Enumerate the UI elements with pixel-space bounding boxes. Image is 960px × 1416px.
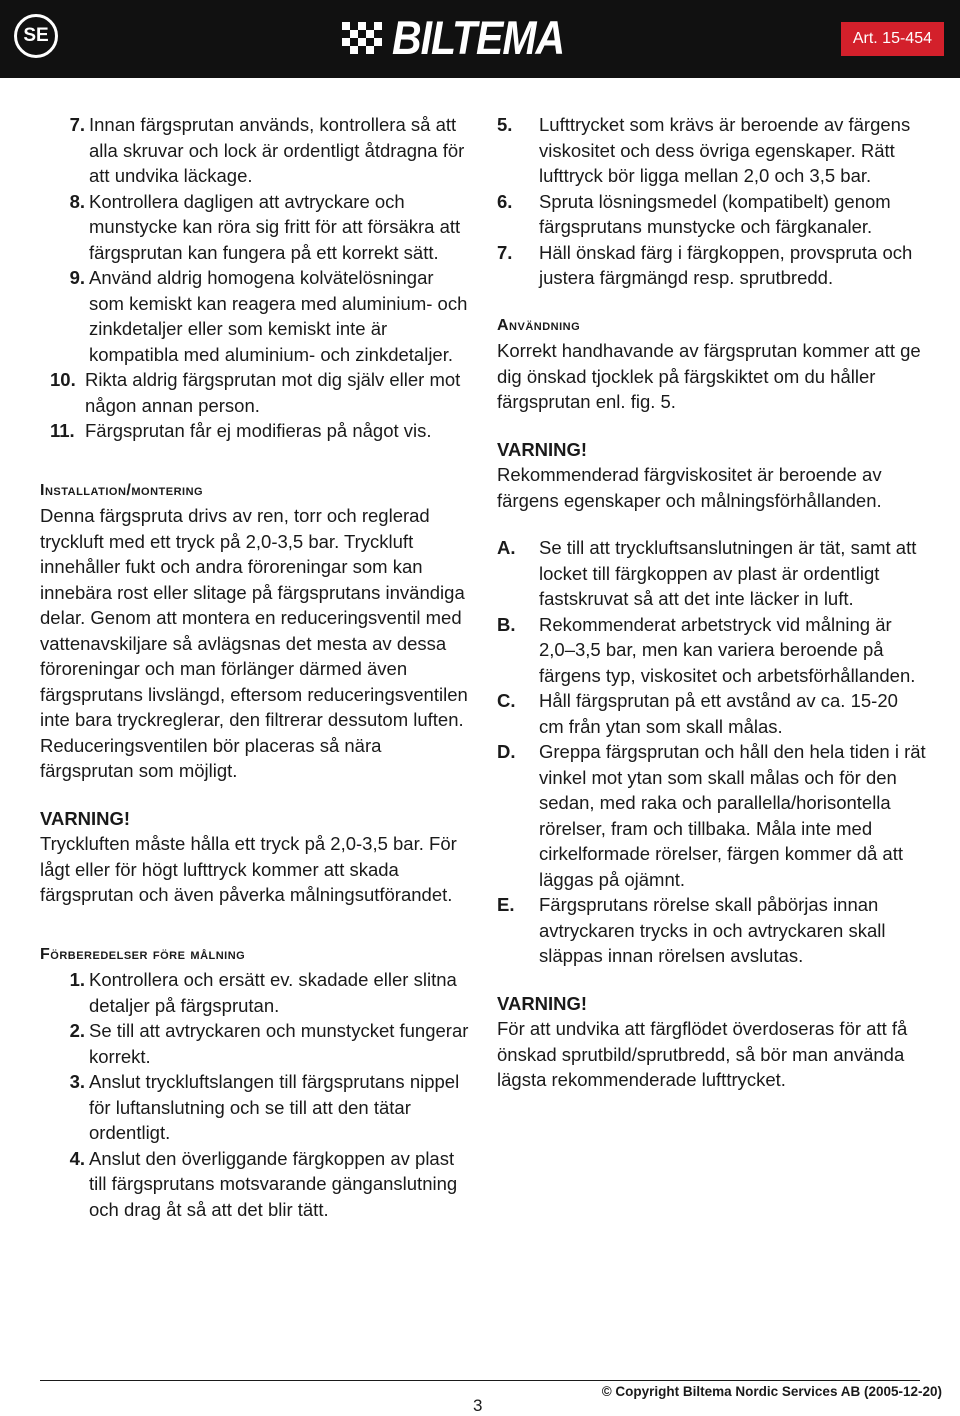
left-column xyxy=(40,112,470,1222)
list-item xyxy=(40,112,470,189)
item-number: 1. xyxy=(69,969,85,990)
item-letter: E. xyxy=(497,894,515,915)
list-item xyxy=(497,612,927,689)
header-bar xyxy=(0,0,960,78)
section-heading-preparation: Förberedelser före målning xyxy=(40,945,246,963)
list-item xyxy=(40,367,470,418)
section-heading-usage: Användning xyxy=(497,316,581,334)
section-heading-installation: Installation/montering xyxy=(40,481,204,499)
usage-text: Korrekt handhavande av färgsprutan kommer att ge dig önskad tjocklek på färgskiktet om du håller färgsprutan enl. fig. 5. xyxy=(497,340,921,412)
item-number: 9. xyxy=(69,267,85,288)
copyright-notice: © Copyright Biltema Nordic Services AB (2005-12-20) xyxy=(601,1384,942,1399)
item-text: Anslut tryckluftslangen till färgsprutans nippel för luftanslutning och se till att den tätar ordentligt. xyxy=(89,1071,460,1143)
item-number: 8. xyxy=(69,190,85,212)
list-item xyxy=(497,739,927,892)
warning-label: VARNING! xyxy=(497,992,588,1014)
item-letter: B. xyxy=(497,613,516,635)
warning-label: VARNING! xyxy=(497,438,588,460)
item-letter: D. xyxy=(497,741,516,762)
item-text: Lufttrycket som krävs är beroende av färgens viskositet och dess övriga egenskaper. Rätt lufttryck bör ligga mellan 2,0 och 3,5 bar. xyxy=(539,114,911,186)
item-number: 3. xyxy=(69,1071,85,1092)
list-item xyxy=(40,1018,470,1069)
list-item xyxy=(40,265,470,367)
item-letter: A. xyxy=(497,537,516,558)
warning-text: För att undvika att färgflödet överdoseras för att få önskad sprutbild/sprutbredd, så bör man använda lägsta rekommenderade lufttrycket. xyxy=(497,1018,908,1090)
item-number: 7. xyxy=(497,241,513,263)
item-text: Häll önskad färg i färgkoppen, provspruta och justera färgmängd resp. sprutbredd. xyxy=(539,241,913,288)
item-number: 11. xyxy=(50,420,75,441)
list-item xyxy=(497,892,927,969)
item-text: Se till att tryckluftsanslutningen är tät, samt att locket till färgkoppen av plast är ordentligt fastskruvat så att det inte läcker in luft. xyxy=(539,537,917,609)
item-text: Färgsprutans rörelse skall påbörjas innan avtryckaren trycks in och avtryckaren skall släppas innan rörelsen avslutas. xyxy=(539,894,886,966)
language-badge: SE xyxy=(14,14,58,58)
item-letter: C. xyxy=(497,690,516,711)
item-text: Färgsprutan får ej modifieras på något vis. xyxy=(85,420,432,441)
item-text: Rikta aldrig färgsprutan mot dig själv eller mot någon annan person. xyxy=(85,369,461,416)
item-text: Rekommenderat arbetstryck vid målning är 2,0–3,5 bar, men kan variera beroende på färgens typ, viskositet och arbetsförhållanden. xyxy=(539,613,916,686)
list-item xyxy=(40,967,470,1018)
list-item xyxy=(40,418,470,444)
item-number: 7. xyxy=(69,114,85,135)
item-number: 10. xyxy=(50,369,76,390)
list-item xyxy=(497,240,927,291)
item-text: Spruta lösningsmedel (kompatibelt) genom färgsprutans munstycke och färgkanaler. xyxy=(539,190,891,237)
item-text: Se till att avtryckaren och munstycket fungerar korrekt. xyxy=(89,1020,469,1067)
article-number: Art. 15-454 xyxy=(841,22,944,56)
item-number: 6. xyxy=(497,190,513,212)
warning-text: Rekommenderad färgviskositet är beroende av färgens egenskaper och målningsförhållanden. xyxy=(497,464,882,511)
item-text: Kontrollera dagligen att avtryckare och munstycke kan röra sig fritt för att försäkra att färgsprutan kan fungera på ett korrekt sätt. xyxy=(89,190,461,263)
item-text: Kontrollera och ersätt ev. skadade eller slitna detaljer på färgsprutan. xyxy=(89,969,457,1016)
item-number: 4. xyxy=(69,1147,85,1169)
list-item xyxy=(497,688,927,739)
warning-text: Tryckluften måste hålla ett tryck på 2,0-3,5 bar. För lågt eller för högt lufttryck kommer att skada färgsprutan och även påverka målningsutförandet. xyxy=(40,833,457,905)
list-item xyxy=(497,189,927,240)
right-column xyxy=(497,112,927,1093)
item-text: Använd aldrig homogena kolvätelösningar som kemiskt kan reagera med aluminium- och zinkdetaljer eller som kemiskt inte är kompatibla med aluminium- och zinkdetaljer. xyxy=(89,267,468,365)
item-text: Greppa färgsprutan och håll den hela tiden i rät vinkel mot ytan som skall målas och för den sedan, med raka och parallella/horisontella rörelser, fram och tillbaka. Måla inte med cirkelformade rörelser, färgen kommer då att läggas på ojämnt. xyxy=(539,741,926,890)
checkered-flag-icon xyxy=(342,18,386,58)
list-item xyxy=(497,535,927,612)
brand-logo xyxy=(342,10,565,64)
list-item xyxy=(40,1146,470,1223)
footer-divider xyxy=(40,1380,920,1381)
item-text: Innan färgsprutan används, kontrollera så att alla skruvar och lock är ordentligt åtdragna för att undvika läckage. xyxy=(89,114,465,186)
item-number: 5. xyxy=(497,114,513,135)
installation-text: Denna färgspruta drivs av ren, torr och reglerad tryckluft med ett tryck på 2,0-3,5 bar. Tryckluft innehåller fukt och andra föroreningar som kan innebära rost eller slitage på färgsprutans invändiga delar. Genom att montera en reduceringsventil med vattenavskiljare så avlägsnas det mesta av dessa föroreningar och man förlänger därmed även färgsprutans livslängd, eftersom reduceringsventilen inte bara tryckreglerar, den filtrerar dessutom luften. Reduceringsventilen bör placeras så nära färgsprutan som möjligt. xyxy=(40,505,468,781)
item-text: Anslut den överliggande färgkoppen av plast till färgsprutans motsvarande gänganslutning och drag åt så att det blir tätt. xyxy=(89,1147,458,1220)
page-number: 3 xyxy=(473,1396,483,1415)
list-item xyxy=(40,189,470,266)
list-item xyxy=(497,112,927,189)
warning-label: VARNING! xyxy=(40,807,131,829)
item-text: Håll färgsprutan på ett avstånd av ca. 15-20 cm från ytan som skall målas. xyxy=(539,690,898,737)
brand-name: BILTEMA xyxy=(392,10,565,64)
item-number: 2. xyxy=(69,1020,85,1041)
list-item xyxy=(40,1069,470,1146)
